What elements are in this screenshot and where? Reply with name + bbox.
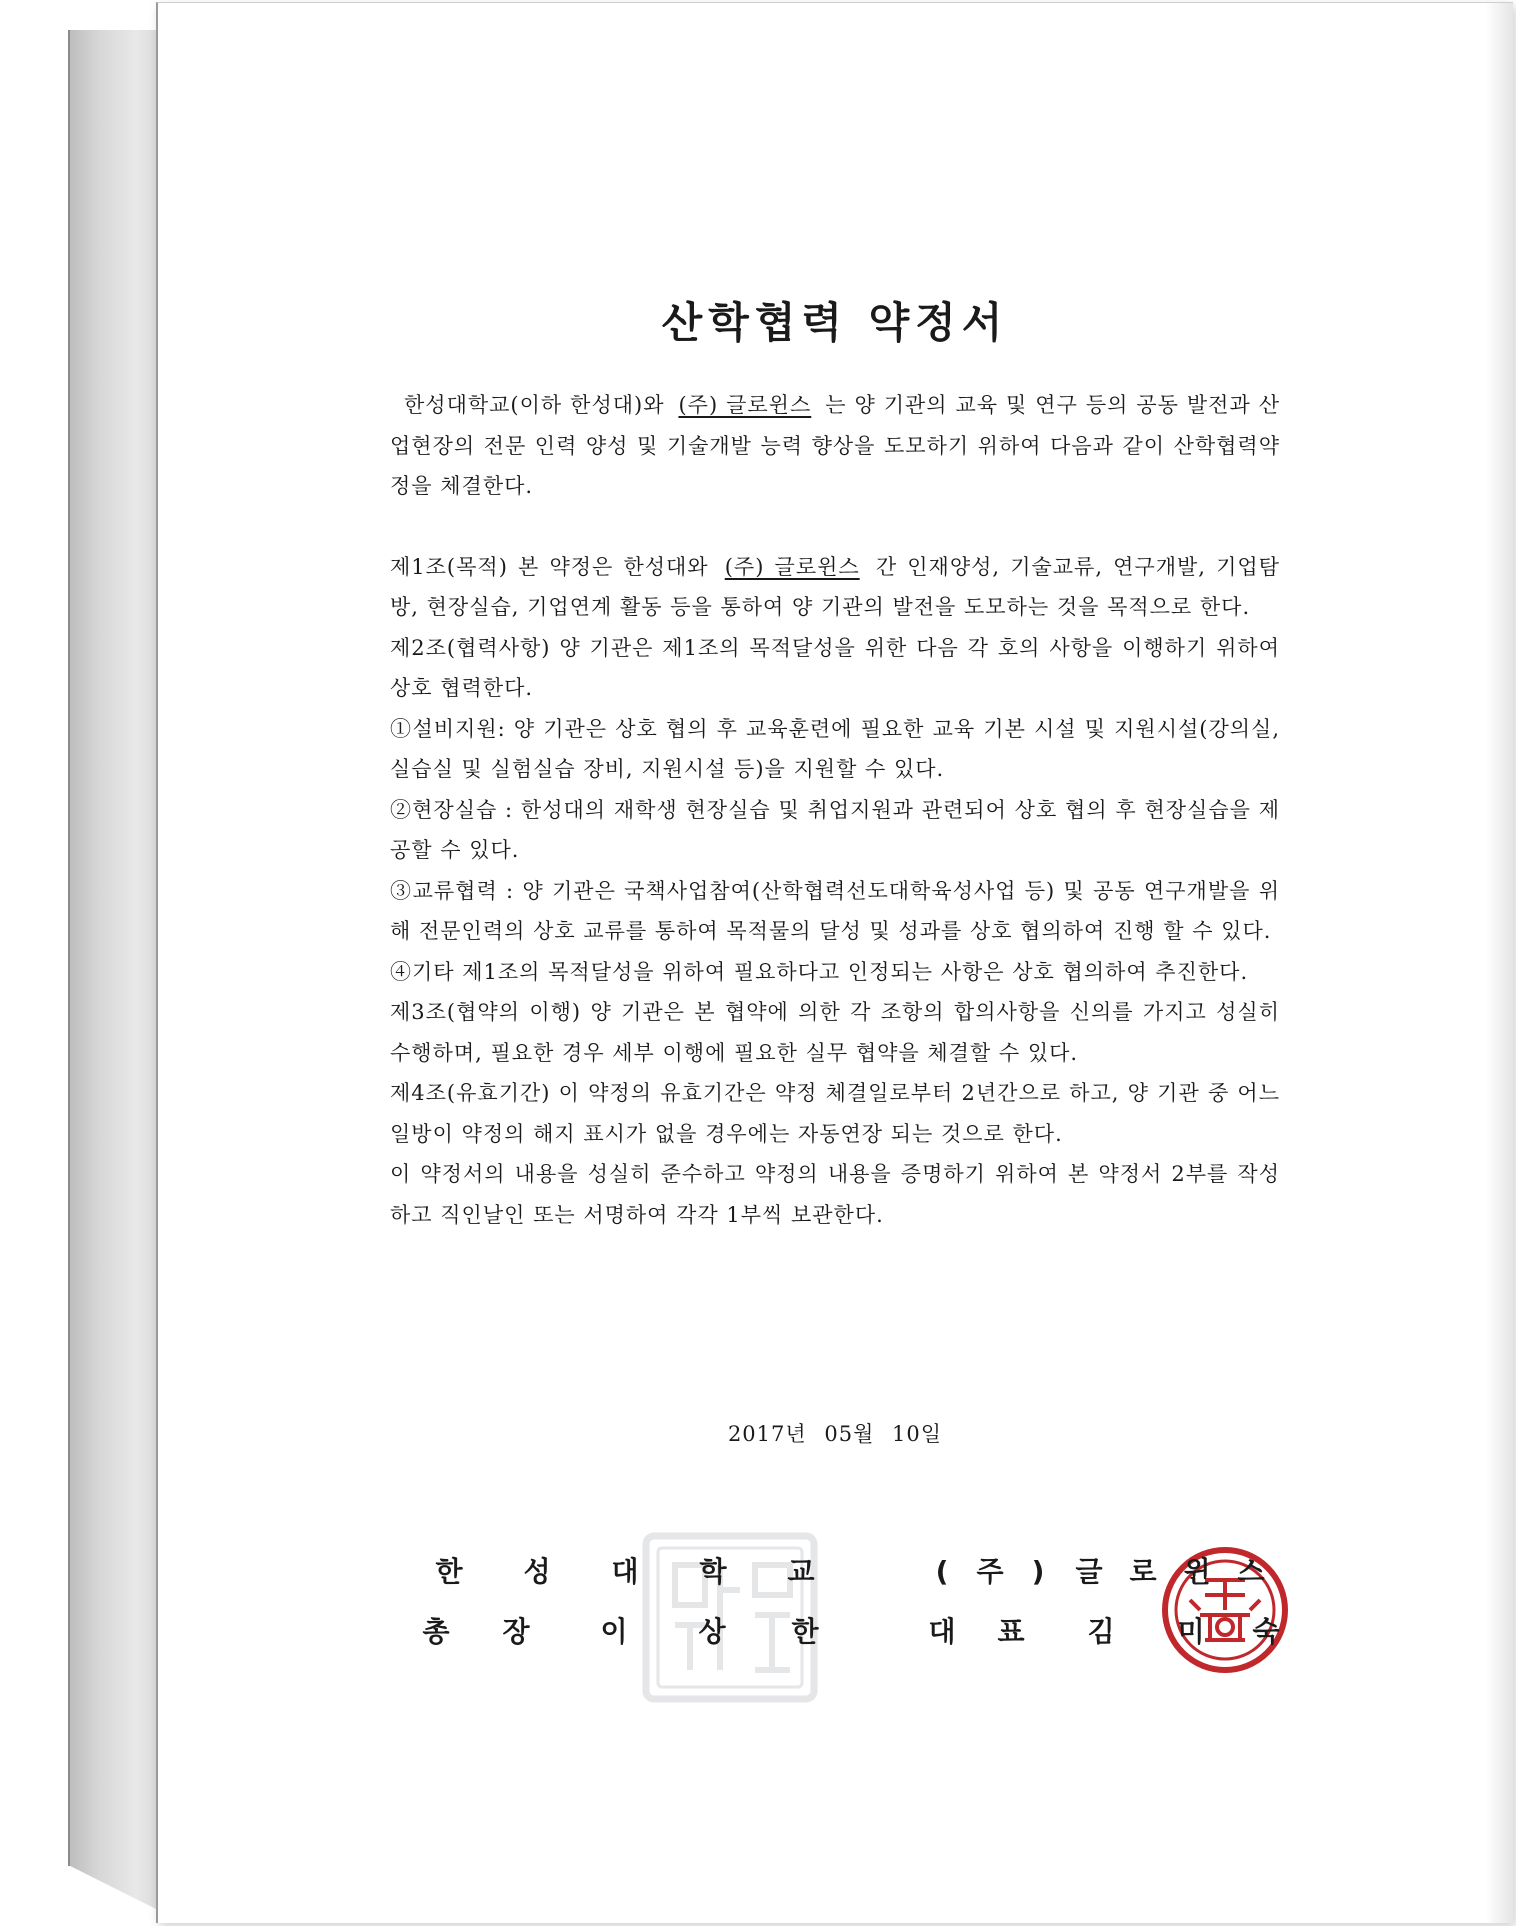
article-1-text-1: 제1조(목적) 본 약정은 한성대와 xyxy=(390,554,709,579)
sig-char: 성 xyxy=(523,1555,551,1588)
company-name xyxy=(918,1550,1278,1590)
sig-char: 한 xyxy=(791,1615,819,1648)
sig-char: 로 xyxy=(1129,1555,1157,1588)
sig-char: 이 xyxy=(600,1615,628,1648)
partner-name: (주) 글로윈스 xyxy=(678,393,812,417)
sig-char: 교 xyxy=(787,1555,815,1588)
sig-char: 숙 xyxy=(1252,1615,1280,1648)
company-representative xyxy=(918,1610,1296,1650)
sig-char: 총 xyxy=(422,1615,450,1648)
article-3: 제3조(협약의 이행) 양 기관은 본 협약에 의한 각 조항의 합의사항을 신의를 가지고 성실히 수행하며, 필요한 경우 세부 이행에 필요한 실무 협약을 체결할 수 있다. xyxy=(390,1000,1280,1065)
signing-date: 2017년 05월 10일 xyxy=(727,1422,943,1446)
binder-spine xyxy=(68,30,158,1910)
sig-char: ) xyxy=(1031,1555,1045,1588)
article-4: 제4조(유효기간) 이 약정의 유효기간은 약정 체결일로부터 2년간으로 하고, 양 기관 중 어느 일방이 약정의 해지 표시가 없을 경우에는 자동연장 되는 것으로 한다. xyxy=(390,1081,1280,1146)
spine-edge xyxy=(68,30,70,1866)
sig-char: 장 xyxy=(502,1615,530,1648)
sig-char: 대 xyxy=(611,1555,639,1588)
article-1-text-2: 간 인재양성, 기술교류, 연구개발, 기업탐방, 현장실습, 기업연계 활동 등을 통하여 양 기관의 발전을 도모하는 것을 목적으로 한다. xyxy=(390,554,1280,619)
sig-char: 학 xyxy=(699,1555,727,1588)
university-name xyxy=(405,1550,845,1590)
sig-char: 윈 xyxy=(1183,1555,1211,1588)
article-2-item-2: ②현장실습 : 한성대의 재학생 현장실습 및 취업지원과 관련되어 상호 협의 후 현장실습을 제공할 수 있다. xyxy=(390,797,1280,862)
university-representative xyxy=(405,1610,849,1650)
document-title: 산학협력 약정서 xyxy=(661,298,1009,347)
intro-paragraph xyxy=(390,385,1280,507)
article-2-item-3: ③교류협력 : 양 기관은 국책사업참여(산학협력선도대학육성사업 등) 및 공동 연구개발을 위해 전문인력의 상호 교류를 통하여 목적물의 달성 및 성과를 상호 협의하여 진행 할 수 있다. xyxy=(390,878,1280,943)
article-2-item-1: ①설비지원: 양 기관은 상호 협의 후 교육훈련에 필요한 교육 기본 시설 및 지원시설(강의실, 실습실 및 실험실습 장비, 지원시설 등)을 지원할 수 있다. xyxy=(390,716,1280,781)
sig-char: 주 xyxy=(976,1555,1004,1588)
document-body xyxy=(390,385,1280,1235)
partner-name: (주) 글로윈스 xyxy=(724,554,860,579)
sig-char: ( xyxy=(935,1555,949,1588)
sig-char: 미 xyxy=(1177,1615,1205,1648)
sig-char: 스 xyxy=(1237,1555,1265,1588)
sig-char: 한 xyxy=(435,1555,463,1588)
article-2-item-4: ④기타 제1조의 목적달성을 위하여 필요하다고 인정되는 사항은 상호 협의하여 추진한다. xyxy=(390,959,1249,984)
sig-char: 김 xyxy=(1087,1615,1115,1648)
article-1 xyxy=(390,547,1280,628)
closing-paragraph: 이 약정서의 내용을 성실히 준수하고 약정의 내용을 증명하기 위하여 본 약정서 2부를 작성하고 직인날인 또는 서명하여 각각 1부씩 보관한다. xyxy=(390,1162,1280,1227)
intro-text-2: 는 양 기관의 교육 및 연구 등의 공동 발전과 산업현장의 전문 인력 양성 및 기술개발 능력 향상을 도모하기 위하여 다음과 같이 산학협력약정을 체결한다. xyxy=(390,393,1280,498)
sig-char: 상 xyxy=(698,1615,726,1648)
sig-char: 대 xyxy=(928,1615,956,1648)
article-2: 제2조(협력사항) 양 기관은 제1조의 목적달성을 위한 다음 각 호의 사항을 이행하기 위하여 상호 협력한다. xyxy=(390,635,1280,700)
intro-text-1: 한성대학교(이하 한성대)와 xyxy=(404,393,665,417)
page-shadow xyxy=(1485,3,1513,1923)
sig-char: 글 xyxy=(1075,1555,1103,1588)
sig-char: 표 xyxy=(997,1615,1025,1648)
